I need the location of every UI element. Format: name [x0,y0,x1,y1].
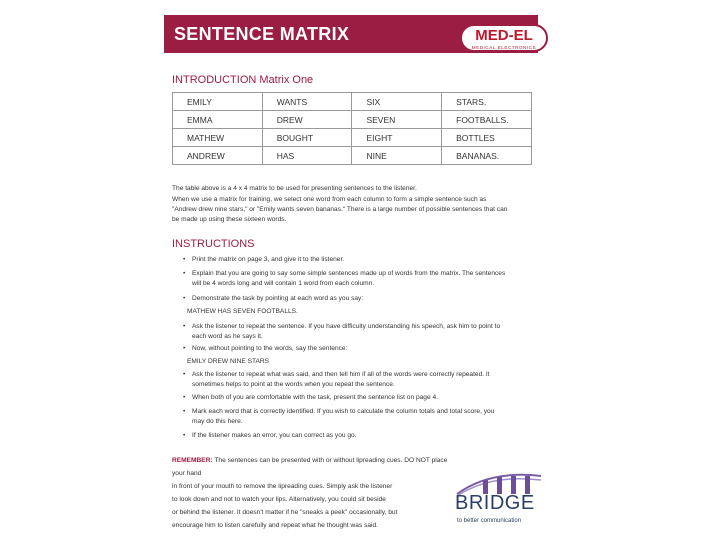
table-cell: BANANAS. [442,147,532,165]
remember-text: to look down and not to watch your lips. Alternatively, you could sit beside [172,496,386,503]
list-item [183,269,528,288]
description-line: When we use a matrix for training, we select one word from each column to form a simple sentence such as [172,196,487,203]
example-sentence: EMILY DREW NINE STARS [187,358,270,365]
table-cell: EIGHT [352,129,442,147]
bullet-icon: • [183,270,186,277]
bridge-logo-text: BRIDGE [455,492,535,514]
sentence-matrix-table [172,92,532,165]
table-cell: WANTS [262,93,352,111]
table-cell: SEVEN [352,111,442,129]
intro-heading: INTRODUCTION Matrix One [172,74,314,86]
table-cell: BOTTLES [442,129,532,147]
list-item-text: Ask the listener to repeat the sentence. If you have difficulty understanding his speech, ask him to point to [192,323,501,330]
list-item-text: Now, without pointing to the words, say the sentence: [192,345,348,352]
medel-logo-text: MED-EL [475,27,533,44]
list-item-text: will be 4 words long and will contain 1 word from each column. [192,279,375,287]
description-line: The table above is a 4 x 4 matrix to be used for presenting sentences to the listener. [172,185,417,192]
list-item [183,344,528,354]
table-cell: DREW [262,111,352,129]
remember-label: REMEMBER: [172,457,213,464]
table-cell: EMMA [173,111,263,129]
remember-text: The sentences can be presented with or without lipreading cues. DO NOT place your hand [172,457,448,477]
medel-logo [460,24,548,52]
description-line: "Andrew drew nine stars," or "Emily wants seven bananas." There is a large number of possible sentences that can [172,206,508,213]
remember-text: or behind the listener. It doesn't matter if he "sneaks a peek" occasionally, but [172,509,398,516]
list-item [183,322,528,341]
table-cell: FOOTBALLS. [442,111,532,129]
bullet-icon: • [183,345,186,352]
list-item [183,407,528,426]
list-item [183,255,528,265]
list-item-text: sometimes helps to point at the words when you repeat the sentence. [192,380,395,388]
list-item-text: When both of you are comfortable with the task, present the sentence list on page 4. [192,394,438,401]
table-cell: ANDREW [173,147,263,165]
list-item [183,431,528,441]
list-item-text: Explain that you are going to say some simple sentences made up of words from the matrix. The sentences [192,270,506,277]
page-title: SENTENCE MATRIX [174,24,350,44]
bullet-icon: • [183,371,186,378]
table-cell: MATHEW [173,129,263,147]
list-item [183,370,528,389]
table-cell: NINE [352,147,442,165]
list-item-text: may do this here. [192,417,243,425]
list-item-text: If the listener makes an error, you can correct as you go. [192,432,357,439]
instructions-heading: INSTRUCTIONS [172,238,255,250]
table-cell: HAS [262,147,352,165]
list-item-text: each word as he says it. [192,332,263,340]
table-cell: SIX [352,93,442,111]
example-sentence: MATHEW HAS SEVEN FOOTBALLS. [187,308,298,315]
remember-note [172,454,457,532]
list-item [183,294,528,304]
list-item-text: Mark each word that is correctly identified. If you wish to calculate the column totals and total score, you [192,408,495,415]
bridge-logo [455,468,545,533]
description-line: be made up using these sixteen words. [172,216,287,223]
list-item [183,393,528,403]
bullet-icon: • [183,408,186,415]
table-cell: EMILY [173,93,263,111]
table-row [173,129,532,147]
list-item-text: Demonstrate the task by pointing at each word as you say: [192,295,364,302]
bullet-icon: • [183,295,186,302]
remember-text: encourage him to listen carefully and repeat what he thought was said. [172,522,378,529]
bullet-icon: • [183,323,186,330]
list-item-text: Ask the listener to repeat what was said, and then tell him if all of the words were correctly repeated. It [192,371,490,378]
bullet-icon: • [183,432,186,439]
table-cell: BOUGHT [262,129,352,147]
table-row [173,147,532,165]
bullet-icon: • [183,394,186,401]
table-cell: STARS. [442,93,532,111]
bridge-tagline: to better communication [457,518,522,524]
remember-text: in front of your mouth to remove the lipreading cues. Simply ask the listener [172,483,393,490]
bullet-icon: • [183,256,186,263]
list-item-text: Print the matrix on page 3, and give it to the listener. [192,256,345,263]
medel-logo-subtext: MEDICAL ELECTRONICS [471,45,537,50]
table-row [173,93,532,111]
table-row [173,111,532,129]
